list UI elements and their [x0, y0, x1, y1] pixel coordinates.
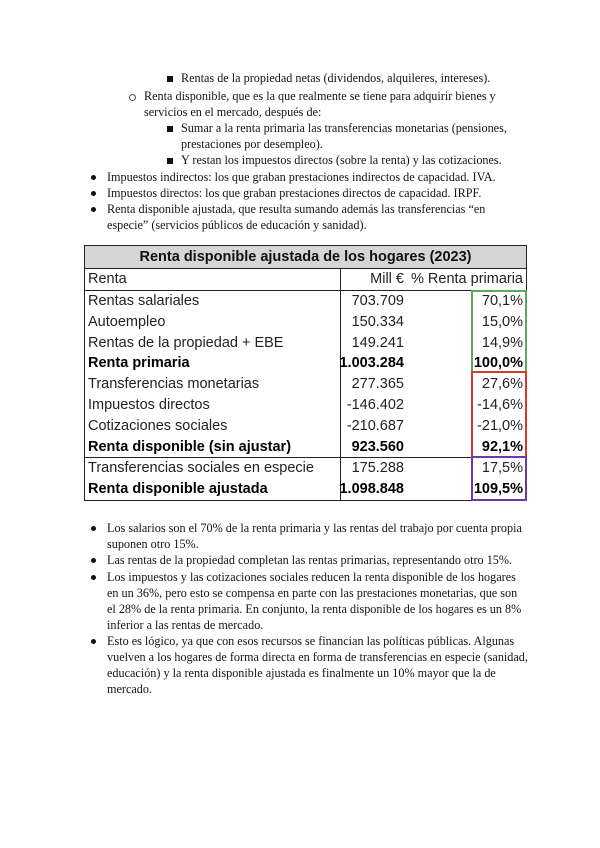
list-item-direct-taxes: Impuestos directos: los que graban prestaciones directos de capacidad. IRPF.: [107, 186, 482, 200]
list-item-indirect-taxes: Impuestos indirectos: los que graban prestaciones indirectos de capacidad. IVA.: [107, 170, 496, 184]
row-mill-value: 1.003.284: [339, 355, 404, 372]
row-label: Cotizaciones sociales: [88, 417, 228, 434]
row-pct-value: 109,5%: [473, 481, 523, 498]
list-item-logic-line1: Esto es lógico, ya que con esos recursos se financian las políticas públicas. Algunas: [107, 634, 515, 648]
row-mill-value: -210.687: [346, 417, 404, 434]
table-row: [85, 353, 526, 375]
bullet-icon: [91, 639, 96, 644]
bullet-icon: [91, 558, 96, 563]
row-pct-value: 92,1%: [481, 438, 523, 455]
list-item-adjusted-line1: Renta disponible ajustada, que resulta sumando además las transferencias “en: [107, 202, 486, 216]
row-pct-value: 15,0%: [481, 313, 523, 330]
list-item-taxes-line1: Los impuestos y las cotizaciones sociales reducen la renta disponible de los hogares: [107, 570, 516, 584]
row-pct-value: 100,0%: [473, 355, 523, 372]
row-mill-value: 703.709: [351, 293, 404, 309]
row-label: Rentas salariales: [88, 293, 200, 309]
list-item-add-transfers-line2: prestaciones por desempleo).: [181, 137, 323, 151]
row-label: Rentas de la propiedad + EBE: [88, 334, 284, 351]
list-item-taxes-line4: inferior a las rentas de mercado.: [107, 618, 264, 632]
highlight-adjusted-box: [471, 456, 527, 501]
list-item-salaries-line2: suponen otro 15%.: [107, 537, 199, 551]
list-item-taxes-line2: en un 36%, pero esto se compensa en parte con las prestaciones monetarias, que son: [107, 586, 518, 600]
row-label: Transferencias monetarias: [88, 376, 260, 393]
row-label: Impuestos directos: [88, 397, 210, 413]
list-item-disposable-line2: servicios en el mercado, después de:: [144, 105, 322, 119]
table-header-row: [85, 269, 526, 291]
income-table: [84, 245, 527, 501]
row-label: Renta primaria: [88, 355, 190, 372]
list-item-logic-line2: vuelven a los hogares de forma directa en forma de transferencias en especie (sanidad,: [107, 650, 528, 664]
list-item-property: Las rentas de la propiedad completan las rentas primarias, representando otro 15%.: [107, 553, 513, 567]
square-bullet-icon: [167, 126, 173, 132]
row-mill-value: 150.334: [351, 313, 404, 330]
header-pct: % Renta primaria: [410, 271, 523, 287]
list-item-property-income: Rentas de la propiedad netas (dividendos, alquileres, intereses).: [181, 71, 491, 85]
row-mill-value: 1.098.848: [339, 481, 404, 498]
list-item-adjusted-line2: especie” (servicios públicos de educación y sanidad).: [107, 218, 367, 232]
table-row: [85, 291, 526, 313]
highlight-disposable-box: [471, 371, 527, 458]
row-pct-value: 14,9%: [481, 334, 523, 351]
bullet-icon: [91, 526, 96, 531]
bullet-icon: [91, 207, 96, 212]
table-row: [85, 416, 526, 438]
row-label: Renta disponible (sin ajustar): [88, 438, 292, 455]
table-title: Renta disponible ajustada de los hogares (2023): [85, 246, 526, 269]
row-pct-value: 27,6%: [481, 376, 523, 393]
header-renta: Renta: [88, 271, 127, 287]
circle-bullet-icon: [129, 94, 136, 101]
list-item-subtract-taxes: Y restan los impuestos directos (sobre la renta) y las cotizaciones.: [181, 153, 502, 167]
table-row: [85, 312, 526, 334]
row-mill-value: 175.288: [351, 460, 404, 477]
table-row: [85, 458, 526, 480]
row-label: Transferencias sociales en especie: [88, 460, 314, 477]
row-mill-value: 923.560: [351, 438, 404, 455]
row-mill-value: 149.241: [351, 334, 404, 351]
list-item-taxes-line3: el 28% de la renta primaria. En conjunto, la renta disponible de los hogares es un 8%: [107, 602, 522, 616]
square-bullet-icon: [167, 76, 173, 82]
adjusted-divider: [85, 457, 526, 458]
row-mill-value: -146.402: [346, 397, 404, 413]
table-row: [85, 479, 526, 501]
row-pct-value: 70,1%: [481, 293, 523, 309]
list-item-salaries-line1: Los salarios son el 70% de la renta primaria y las rentas del trabajo por cuenta propia: [107, 521, 522, 535]
bullet-icon: [91, 575, 96, 580]
table-row: [85, 333, 526, 355]
header-mill: Mill €: [370, 271, 404, 287]
bullet-icon: [91, 191, 96, 196]
list-item-add-transfers-line1: Sumar a la renta primaria las transferencias monetarias (pensiones,: [181, 121, 507, 135]
row-pct-value: -14,6%: [477, 397, 523, 413]
table-row: [85, 437, 526, 459]
row-pct-value: 17,5%: [481, 460, 523, 477]
row-label: Autoempleo: [88, 313, 166, 330]
row-mill-value: 277.365: [351, 376, 404, 393]
list-item-logic-line3: educación) y la renta disponible ajustada es finalmente un 10% mayor que la de: [107, 666, 496, 680]
table-row: [85, 395, 526, 417]
row-label: Renta disponible ajustada: [88, 481, 268, 498]
highlight-primary-box: [471, 290, 527, 373]
list-item-logic-line4: mercado.: [107, 682, 153, 696]
row-pct-value: -21,0%: [477, 417, 523, 434]
list-item-disposable-line1: Renta disponible, que es la que realmente se tiene para adquirir bienes y: [144, 89, 496, 103]
table-row: [85, 374, 526, 396]
bullet-icon: [91, 175, 96, 180]
square-bullet-icon: [167, 158, 173, 164]
